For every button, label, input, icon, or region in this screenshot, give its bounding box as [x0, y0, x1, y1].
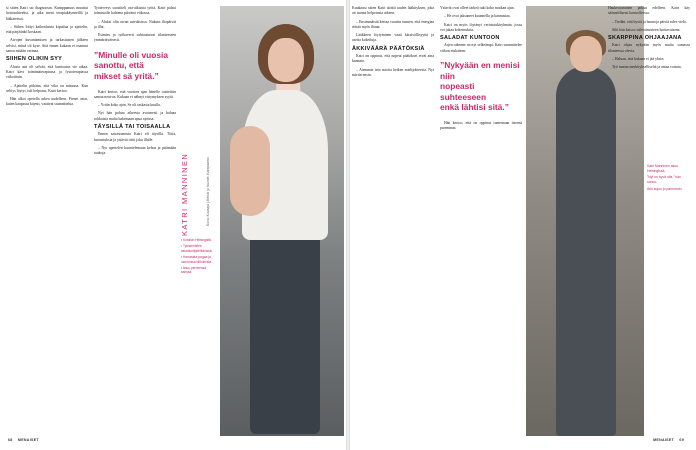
pull-quote-line: mikset sä yritä.”: [94, 70, 159, 81]
paragraph: – Nyt opettelen kuuntelemaan kehoa ja pitämään taukoja.: [94, 145, 176, 156]
caption-line: Katri Manninen asuu Helsingissä.: [647, 164, 679, 173]
left-column-2: [94, 6, 176, 436]
left-column-1: [6, 6, 88, 436]
fact-bullet: • Työskentelee asiantuntijatehtävissä.: [181, 244, 213, 253]
pull-quote-line: sanottu, että: [94, 60, 144, 71]
paragraph: – Yritin koko ajan. Se oli raskasta kuulla.: [98, 103, 161, 108]
paragraph: Kuukausi sitten Katri aloitti uuden lääkityksen, joka on tuonut helpotusta arkeen.: [352, 6, 434, 16]
subject-first-name: KATRI: [180, 207, 189, 236]
magazine-name: MENAISET: [17, 438, 39, 442]
pull-quote-line: enkä lähtisi sitä.”: [440, 102, 509, 113]
paragraph: Ystävät ovat olleet tärkeä tuki koko matkan ajan.: [440, 6, 515, 10]
caption-line: Arki sujuu jo paremmin.: [647, 186, 683, 191]
caption-line: ”Nyt on hyvä olla,” hän sanoo.: [647, 175, 681, 185]
photo-figure: [556, 66, 616, 436]
section-heading: TÄYSILLÄ TAI TOISAALLA: [94, 124, 171, 131]
paragraph: Työ tuntuu merkitykselliseltä ja antaa voimia.: [612, 65, 682, 70]
paragraph: Hän alkoi opetella arkea uudelleen. Pienet asiat, kuten kaupassa käynti, vaativat suunnittelua.: [6, 97, 88, 107]
pull-quote: [440, 60, 522, 113]
photo-arm: [230, 126, 270, 216]
paragraph: Haukeutuminen jatkuu edelleen. Katri käy säännöllisesti kontrolleissa.: [608, 6, 690, 16]
paragraph: – Tiedän, että hyviä ja huonoja päiviä tulee vielä.: [612, 19, 687, 24]
right-column-3: [608, 6, 690, 436]
paragraph: Alusta asti oli selvää, että kuntoutus vie aikaa. Katri kävi toimintaterapiassa ja fysioterapiassa viikoittain.: [6, 64, 88, 80]
pull-quote-line: nopeasti suhteeseen: [440, 81, 487, 102]
paragraph: Katri on myös löytänyt vertaistukiryhmän, jossa voi jakaa kokemuksia.: [440, 22, 522, 32]
page-gutter: [346, 0, 350, 450]
paragraph: Työterveys suositteli osa-aikaista työtä. Katri palasi toimistolle kahtena päivänä viikossa.: [94, 6, 176, 16]
left-page: [6, 6, 344, 436]
pull-quote-line: ”Minulle oli vuosia: [94, 49, 168, 60]
paragraph: Ennen sairastumista Katri eli täysillä. Töitä, harrastuksia ja ystäviä riitti joka illalle.: [94, 132, 176, 142]
photo-legs: [250, 234, 320, 434]
paragraph: Lääkkeen löytyminen vaati kärsivällisyyttä ja useita kokeiluja.: [352, 33, 434, 43]
fact-bullet: • Asuu perheensä kanssa.: [181, 266, 207, 275]
right-column-1: [352, 6, 434, 436]
left-footer: [8, 438, 39, 442]
paragraph: Katri kertoo, että vuosien ajan hänelle toistettiin samaa neuvoa. Kukaan ei nähnyt väsymyksen syytä.: [94, 89, 176, 99]
paragraph: Katri ohjaa nykyään myös muita samassa tilanteessa olevia.: [608, 43, 690, 53]
subject-last-name: MANNINEN: [180, 152, 189, 204]
paragraph: Aivojen kuvantamisen ja tarkastusten jälkeen selvisi, mistä oli kyse. Sitä ennen kukaan ei osannut sanoa mitään varmaa.: [6, 38, 88, 54]
fact-bullet: • Kotoisin Helsingistä.: [181, 238, 212, 242]
paragraph: Esimies ja työkaverit suhtautuivat tilanteeseen ymmärtäväisesti.: [94, 33, 176, 43]
paragraph: – Ensimmäistä kertaa vuosiin tunnen, että energiaa riittää myös iltaan.: [352, 19, 434, 29]
portrait-photo: [220, 6, 344, 436]
photo-face: [570, 36, 602, 72]
paragraph: – Haluan, että kukaan ei jää yksin.: [612, 57, 665, 62]
magazine-name: MENAISET: [653, 438, 675, 442]
paragraph: – He ovat jaksaneet kuunnella ja kannustaa.: [444, 14, 511, 19]
paragraph: Hän kertoo, että on oppinut tuntemaan itsensä paremmin.: [440, 121, 522, 131]
section-heading: SIIHEN OLIKIN SYY: [6, 56, 63, 63]
photo-face: [268, 38, 304, 82]
paragraph: Katri on oppinut, että nopeat päätökset eivät aina kannata.: [352, 54, 434, 64]
paragraph: – Ajattelin pitkään, että vika on minussa. Kun selitys löytyi, tuli helpotus, Katri kertoo.: [6, 83, 88, 93]
section-heading: ÄKKIVÄÄRÄ PÄÄTÖKSIÄ: [352, 45, 425, 52]
fact-bullets: [181, 238, 217, 277]
section-heading: SKARPPINA OHJAAJANA: [608, 35, 682, 42]
paragraph: Nyt hän puhuu aiheesta avoimesti ja haluaa rohkaista muita hakemaan apua ajoissa.: [94, 111, 176, 121]
paragraph: – Aiemmin tein asioita hetken mielijohteesta. Nyt mietin ensin.: [352, 67, 434, 77]
section-heading: SALADAT KUNTOON: [440, 35, 500, 42]
pull-quote-line: ”Nykyään en menisi niin: [440, 60, 520, 81]
right-page: [352, 6, 690, 436]
fact-bullet: • Harrastaa joogaa ja luonnossa liikkumista.: [181, 255, 213, 264]
photo-credit: Kuva: Kuvaaja | Meikki ja hiukset: Kampaamo: [206, 157, 210, 226]
paragraph: Silti hän katsoo tulevaisuuteen luottavaisena.: [612, 27, 681, 32]
page-number: 69: [679, 438, 684, 442]
paragraph: Arjen rakenne on nyt selkeämpi. Katri suunnittelee viikon etukäteen.: [440, 43, 522, 53]
right-column-2: [440, 6, 522, 436]
paragraph: – Aluksi olin aivan uuvuksissa. Nukuin iltapäivät ja illat.: [94, 19, 176, 29]
pull-quote: [94, 50, 176, 82]
page-number: 68: [8, 438, 13, 442]
paragraph: – Siihen liittyi kaikenlaista kipuilua ja ajattelin, että pärjäänkö koskaan.: [6, 24, 88, 35]
right-footer: [653, 438, 688, 442]
paragraph: si sitten Katri sai diagnoosin. Kumppanuus muuttui hoitosuhteeksi, ja aika meni terapiakäynneillä ja lääkäreissä.: [6, 6, 88, 21]
subject-name: [180, 136, 194, 236]
